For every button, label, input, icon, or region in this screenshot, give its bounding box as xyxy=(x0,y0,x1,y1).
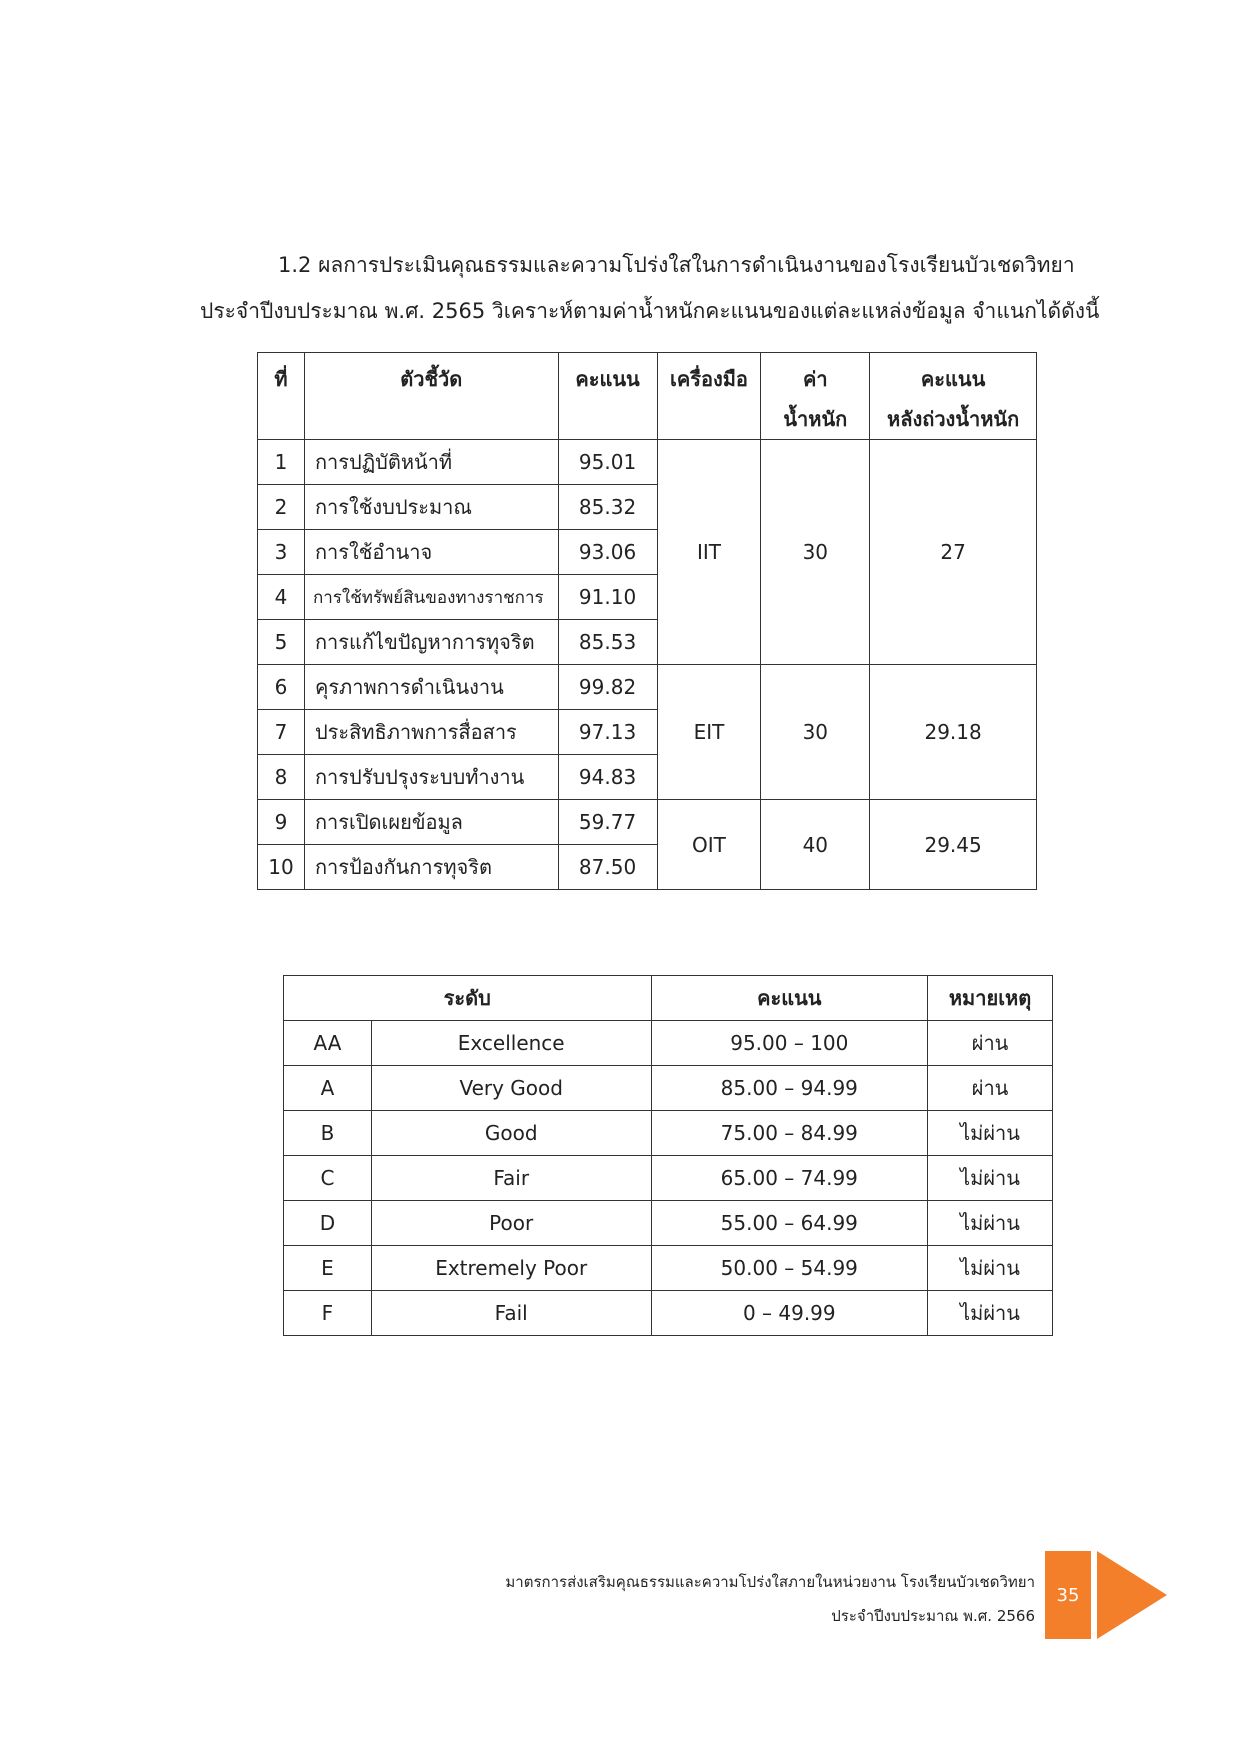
row-number: 2 xyxy=(258,485,305,530)
table-row xyxy=(258,665,1037,710)
header-indicator: ตัวชี้วัด xyxy=(304,353,558,440)
grade: D xyxy=(284,1201,372,1246)
footer-line-2: ประจำปีงบประมาณ พ.ศ. 2566 xyxy=(831,1607,1035,1625)
indicator-name: การแก้ไขปัญหาการทุจริต xyxy=(304,620,558,665)
score-table-header-row xyxy=(258,353,1037,440)
group-tool: OIT xyxy=(657,800,761,890)
table-row xyxy=(284,1156,1053,1201)
heading-line-1: 1.2 ผลการประเมินคุณธรรมและความโปร่งใสในการดำเนินงานของโรงเรียนบัวเชดวิทยา xyxy=(278,253,1075,277)
footer-text xyxy=(505,1565,1035,1633)
heading-paragraph xyxy=(200,242,1100,334)
right-arrow-icon xyxy=(1097,1551,1167,1639)
indicator-score: 94.83 xyxy=(558,755,657,800)
header-tool: เครื่องมือ xyxy=(657,353,761,440)
row-number: 6 xyxy=(258,665,305,710)
group-weighted-score: 29.18 xyxy=(870,665,1037,800)
row-number: 10 xyxy=(258,845,305,890)
header-note: หมายเหตุ xyxy=(928,976,1053,1021)
indicator-score: 87.50 xyxy=(558,845,657,890)
grade: B xyxy=(284,1111,372,1156)
grade: E xyxy=(284,1246,372,1291)
header-weighted-line2: หลังถ่วงน้ำหนัก xyxy=(887,407,1020,431)
page-number: 35 xyxy=(1045,1551,1091,1639)
grade: AA xyxy=(284,1021,372,1066)
group-weight: 30 xyxy=(761,665,870,800)
table-row xyxy=(284,1246,1053,1291)
group-tool: EIT xyxy=(657,665,761,800)
score-range: 55.00 – 64.99 xyxy=(651,1201,928,1246)
level-table xyxy=(283,975,1053,1336)
heading-line-2: ประจำปีงบประมาณ พ.ศ. 2565 วิเคราะห์ตามค่าน้ำหนักคะแนนของแต่ละแหล่งข้อมูล จำแนกได้ดังนี้ xyxy=(200,299,1100,323)
grade-label: Poor xyxy=(371,1201,651,1246)
header-weight-line2: น้ำหนัก xyxy=(783,407,848,431)
score-range: 50.00 – 54.99 xyxy=(651,1246,928,1291)
row-number: 7 xyxy=(258,710,305,755)
group-tool: IIT xyxy=(657,440,761,665)
header-weighted-line1: คะแนน xyxy=(920,367,986,391)
indicator-name: การปฏิบัติหน้าที่ xyxy=(304,440,558,485)
indicator-name: การปรับปรุงระบบทำงาน xyxy=(304,755,558,800)
level-table-header-row xyxy=(284,976,1053,1021)
grade-label: Excellence xyxy=(371,1021,651,1066)
score-range: 85.00 – 94.99 xyxy=(651,1066,928,1111)
header-score: คะแนน xyxy=(558,353,657,440)
grade: A xyxy=(284,1066,372,1111)
indicator-name: การใช้ทรัพย์สินของทางราชการ xyxy=(304,575,558,620)
indicator-name: การเปิดเผยข้อมูล xyxy=(304,800,558,845)
group-weighted-score: 29.45 xyxy=(870,800,1037,890)
indicator-name: การใช้งบประมาณ xyxy=(304,485,558,530)
pass-note: ไม่ผ่าน xyxy=(928,1201,1053,1246)
row-number: 5 xyxy=(258,620,305,665)
header-weighted-score xyxy=(870,353,1037,440)
score-range: 65.00 – 74.99 xyxy=(651,1156,928,1201)
row-number: 3 xyxy=(258,530,305,575)
table-row xyxy=(258,800,1037,845)
row-number: 9 xyxy=(258,800,305,845)
group-weight: 40 xyxy=(761,800,870,890)
indicator-score: 99.82 xyxy=(558,665,657,710)
score-range: 75.00 – 84.99 xyxy=(651,1111,928,1156)
grade: F xyxy=(284,1291,372,1336)
group-weighted-score: 27 xyxy=(870,440,1037,665)
indicator-score: 91.10 xyxy=(558,575,657,620)
footer-line-1: มาตรการส่งเสริมคุณธรรมและความโปร่งใสภายในหน่วยงาน โรงเรียนบัวเชดวิทยา xyxy=(505,1573,1035,1591)
indicator-score: 85.32 xyxy=(558,485,657,530)
header-weight xyxy=(761,353,870,440)
table-row xyxy=(284,1066,1053,1111)
row-number: 4 xyxy=(258,575,305,620)
header-no: ที่ xyxy=(258,353,305,440)
pass-note: ผ่าน xyxy=(928,1021,1053,1066)
indicator-name: การใช้อำนาจ xyxy=(304,530,558,575)
indicator-name: คุรภาพการดำเนินงาน xyxy=(304,665,558,710)
header-score-range: คะแนน xyxy=(651,976,928,1021)
pass-note: ไม่ผ่าน xyxy=(928,1291,1053,1336)
table-row xyxy=(258,440,1037,485)
pass-note: ไม่ผ่าน xyxy=(928,1111,1053,1156)
indicator-score: 93.06 xyxy=(558,530,657,575)
table-row xyxy=(284,1111,1053,1156)
indicator-score: 97.13 xyxy=(558,710,657,755)
table-row xyxy=(284,1291,1053,1336)
indicator-score: 85.53 xyxy=(558,620,657,665)
indicator-score: 59.77 xyxy=(558,800,657,845)
indicator-score: 95.01 xyxy=(558,440,657,485)
table-row xyxy=(284,1201,1053,1246)
grade: C xyxy=(284,1156,372,1201)
grade-label: Fail xyxy=(371,1291,651,1336)
pass-note: ไม่ผ่าน xyxy=(928,1156,1053,1201)
score-range: 0 – 49.99 xyxy=(651,1291,928,1336)
header-level: ระดับ xyxy=(284,976,652,1021)
group-weight: 30 xyxy=(761,440,870,665)
indicator-name: การป้องกันการทุจริต xyxy=(304,845,558,890)
row-number: 1 xyxy=(258,440,305,485)
header-weight-line1: ค่า xyxy=(803,367,828,391)
indicator-name: ประสิทธิภาพการสื่อสาร xyxy=(304,710,558,755)
table-row xyxy=(284,1021,1053,1066)
grade-label: Very Good xyxy=(371,1066,651,1111)
grade-label: Good xyxy=(371,1111,651,1156)
row-number: 8 xyxy=(258,755,305,800)
pass-note: ไม่ผ่าน xyxy=(928,1246,1053,1291)
score-table xyxy=(257,352,1037,890)
grade-label: Extremely Poor xyxy=(371,1246,651,1291)
score-range: 95.00 – 100 xyxy=(651,1021,928,1066)
grade-label: Fair xyxy=(371,1156,651,1201)
pass-note: ผ่าน xyxy=(928,1066,1053,1111)
